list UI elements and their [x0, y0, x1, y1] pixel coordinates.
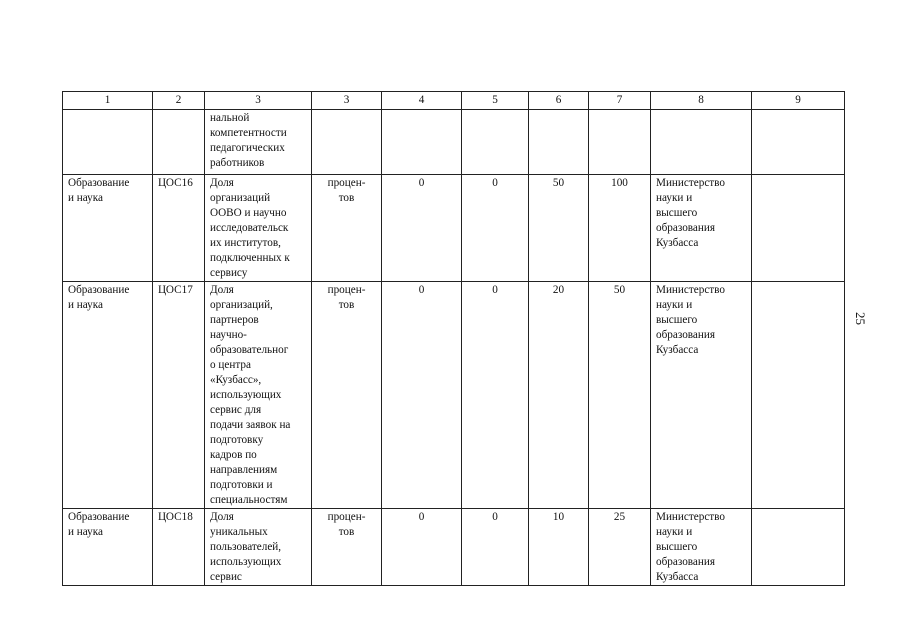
cell-line: кадров по	[210, 449, 257, 461]
indicator-cell	[205, 175, 312, 282]
cell-line: тов	[338, 526, 355, 538]
indicator-cell	[205, 282, 312, 509]
column-header: 9	[752, 92, 845, 110]
cell-line: организаций,	[210, 299, 273, 311]
cell-line: высшего	[656, 207, 698, 219]
sector-cell	[63, 282, 153, 509]
value-cell-col6: 50	[529, 175, 589, 282]
cell-line: партнеров	[210, 314, 259, 326]
indicator-cell	[205, 110, 312, 175]
value-cell-col4	[382, 110, 462, 175]
table-row	[63, 282, 845, 509]
value-cell-col6: 20	[529, 282, 589, 509]
value-cell-col7	[589, 110, 651, 175]
sector-cell	[63, 175, 153, 282]
responsible-cell	[651, 175, 752, 282]
code-cell: ЦОС18	[153, 509, 205, 586]
cell-line: нальной	[210, 112, 250, 124]
cell-line: их институтов,	[210, 237, 281, 249]
column-header: 1	[63, 92, 153, 110]
cell-line: Доля	[210, 177, 234, 189]
responsible-cell	[651, 509, 752, 586]
cell-line: образования	[656, 556, 716, 568]
value-cell-col7: 50	[589, 282, 651, 509]
cell-line: Доля	[210, 284, 234, 296]
column-header: 7	[589, 92, 651, 110]
header-row	[63, 92, 845, 110]
code-cell: ЦОС16	[153, 175, 205, 282]
cell-line: науки и	[656, 192, 693, 204]
table-row	[63, 175, 845, 282]
cell-line: Образование	[68, 177, 130, 189]
code-cell: ЦОС17	[153, 282, 205, 509]
responsible-cell	[651, 110, 752, 175]
cell-line: сервис для	[210, 404, 262, 416]
table-row	[63, 509, 845, 586]
cell-line: тов	[338, 299, 355, 311]
cell-line: и наука	[68, 526, 103, 538]
code-cell	[153, 110, 205, 175]
sector-cell	[63, 509, 153, 586]
cell-line: организаций	[210, 192, 271, 204]
value-cell-col6: 10	[529, 509, 589, 586]
cell-line: подключенных к	[210, 252, 290, 264]
cell-line: Министерство	[656, 177, 725, 189]
unit-cell	[312, 110, 382, 175]
cell-line: направлениям	[210, 464, 278, 476]
cell-line: Доля	[210, 511, 234, 523]
value-cell-col5: 0	[462, 175, 529, 282]
cell-line: подготовку	[210, 434, 264, 446]
cell-line: высшего	[656, 541, 698, 553]
column-header: 2	[153, 92, 205, 110]
value-cell-col5: 0	[462, 509, 529, 586]
sector-cell	[63, 110, 153, 175]
cell-line: о центра	[210, 359, 251, 371]
value-cell-col5	[462, 110, 529, 175]
cell-line: тов	[338, 192, 355, 204]
cell-line: и наука	[68, 192, 103, 204]
cell-line: использующих	[210, 556, 282, 568]
cell-line: пользователей,	[210, 541, 282, 553]
cell-line: сервис	[210, 571, 242, 583]
cell-line: исследовательск	[210, 222, 289, 234]
cell-line: уникальных	[210, 526, 268, 538]
cell-line: педагогических	[210, 142, 285, 154]
value-cell-col5: 0	[462, 282, 529, 509]
value-cell-col7: 100	[589, 175, 651, 282]
column-header: 4	[382, 92, 462, 110]
cell-line: и наука	[68, 299, 103, 311]
unit-cell	[312, 175, 382, 282]
cell-line: ООВО и научно	[210, 207, 287, 219]
cell-line: Образование	[68, 511, 130, 523]
cell-line: использующих	[210, 389, 282, 401]
column-header: 8	[651, 92, 752, 110]
col9-cell	[752, 110, 845, 175]
cell-line: образования	[656, 222, 716, 234]
cell-line: научно-	[210, 329, 247, 341]
cell-line: работников	[210, 157, 265, 169]
value-cell-col7: 25	[589, 509, 651, 586]
cell-line: «Кузбасс»,	[210, 374, 262, 386]
value-cell-col6	[529, 110, 589, 175]
col9-cell	[752, 175, 845, 282]
col9-cell	[752, 282, 845, 509]
cell-line: процен-	[327, 177, 366, 189]
cell-line: Кузбасса	[656, 237, 699, 249]
table-body	[63, 110, 845, 586]
cell-line: сервису	[210, 267, 248, 279]
column-header: 3	[312, 92, 382, 110]
indicator-cell	[205, 509, 312, 586]
cell-line: Кузбасса	[656, 571, 699, 583]
value-cell-col4: 0	[382, 175, 462, 282]
table-row	[63, 110, 845, 175]
cell-line: Министерство	[656, 511, 725, 523]
column-header: 3	[205, 92, 312, 110]
cell-line: Кузбасса	[656, 344, 699, 356]
cell-line: подготовки и	[210, 479, 273, 491]
cell-line: науки и	[656, 526, 693, 538]
cell-line: образовательног	[210, 344, 289, 356]
cell-line: процен-	[327, 284, 366, 296]
cell-line: специальностям	[210, 494, 288, 506]
cell-line: высшего	[656, 314, 698, 326]
cell-line: науки и	[656, 299, 693, 311]
unit-cell	[312, 509, 382, 586]
column-header: 5	[462, 92, 529, 110]
cell-line: образования	[656, 329, 716, 341]
page-number: 25	[853, 312, 868, 325]
value-cell-col4: 0	[382, 509, 462, 586]
col9-cell	[752, 509, 845, 586]
unit-cell	[312, 282, 382, 509]
cell-line: процен-	[327, 511, 366, 523]
cell-line: Образование	[68, 284, 130, 296]
column-header: 6	[529, 92, 589, 110]
cell-line: Министерство	[656, 284, 725, 296]
indicators-table	[62, 91, 845, 586]
cell-line: компетентности	[210, 127, 287, 139]
value-cell-col4: 0	[382, 282, 462, 509]
responsible-cell	[651, 282, 752, 509]
cell-line: подачи заявок на	[210, 419, 291, 431]
